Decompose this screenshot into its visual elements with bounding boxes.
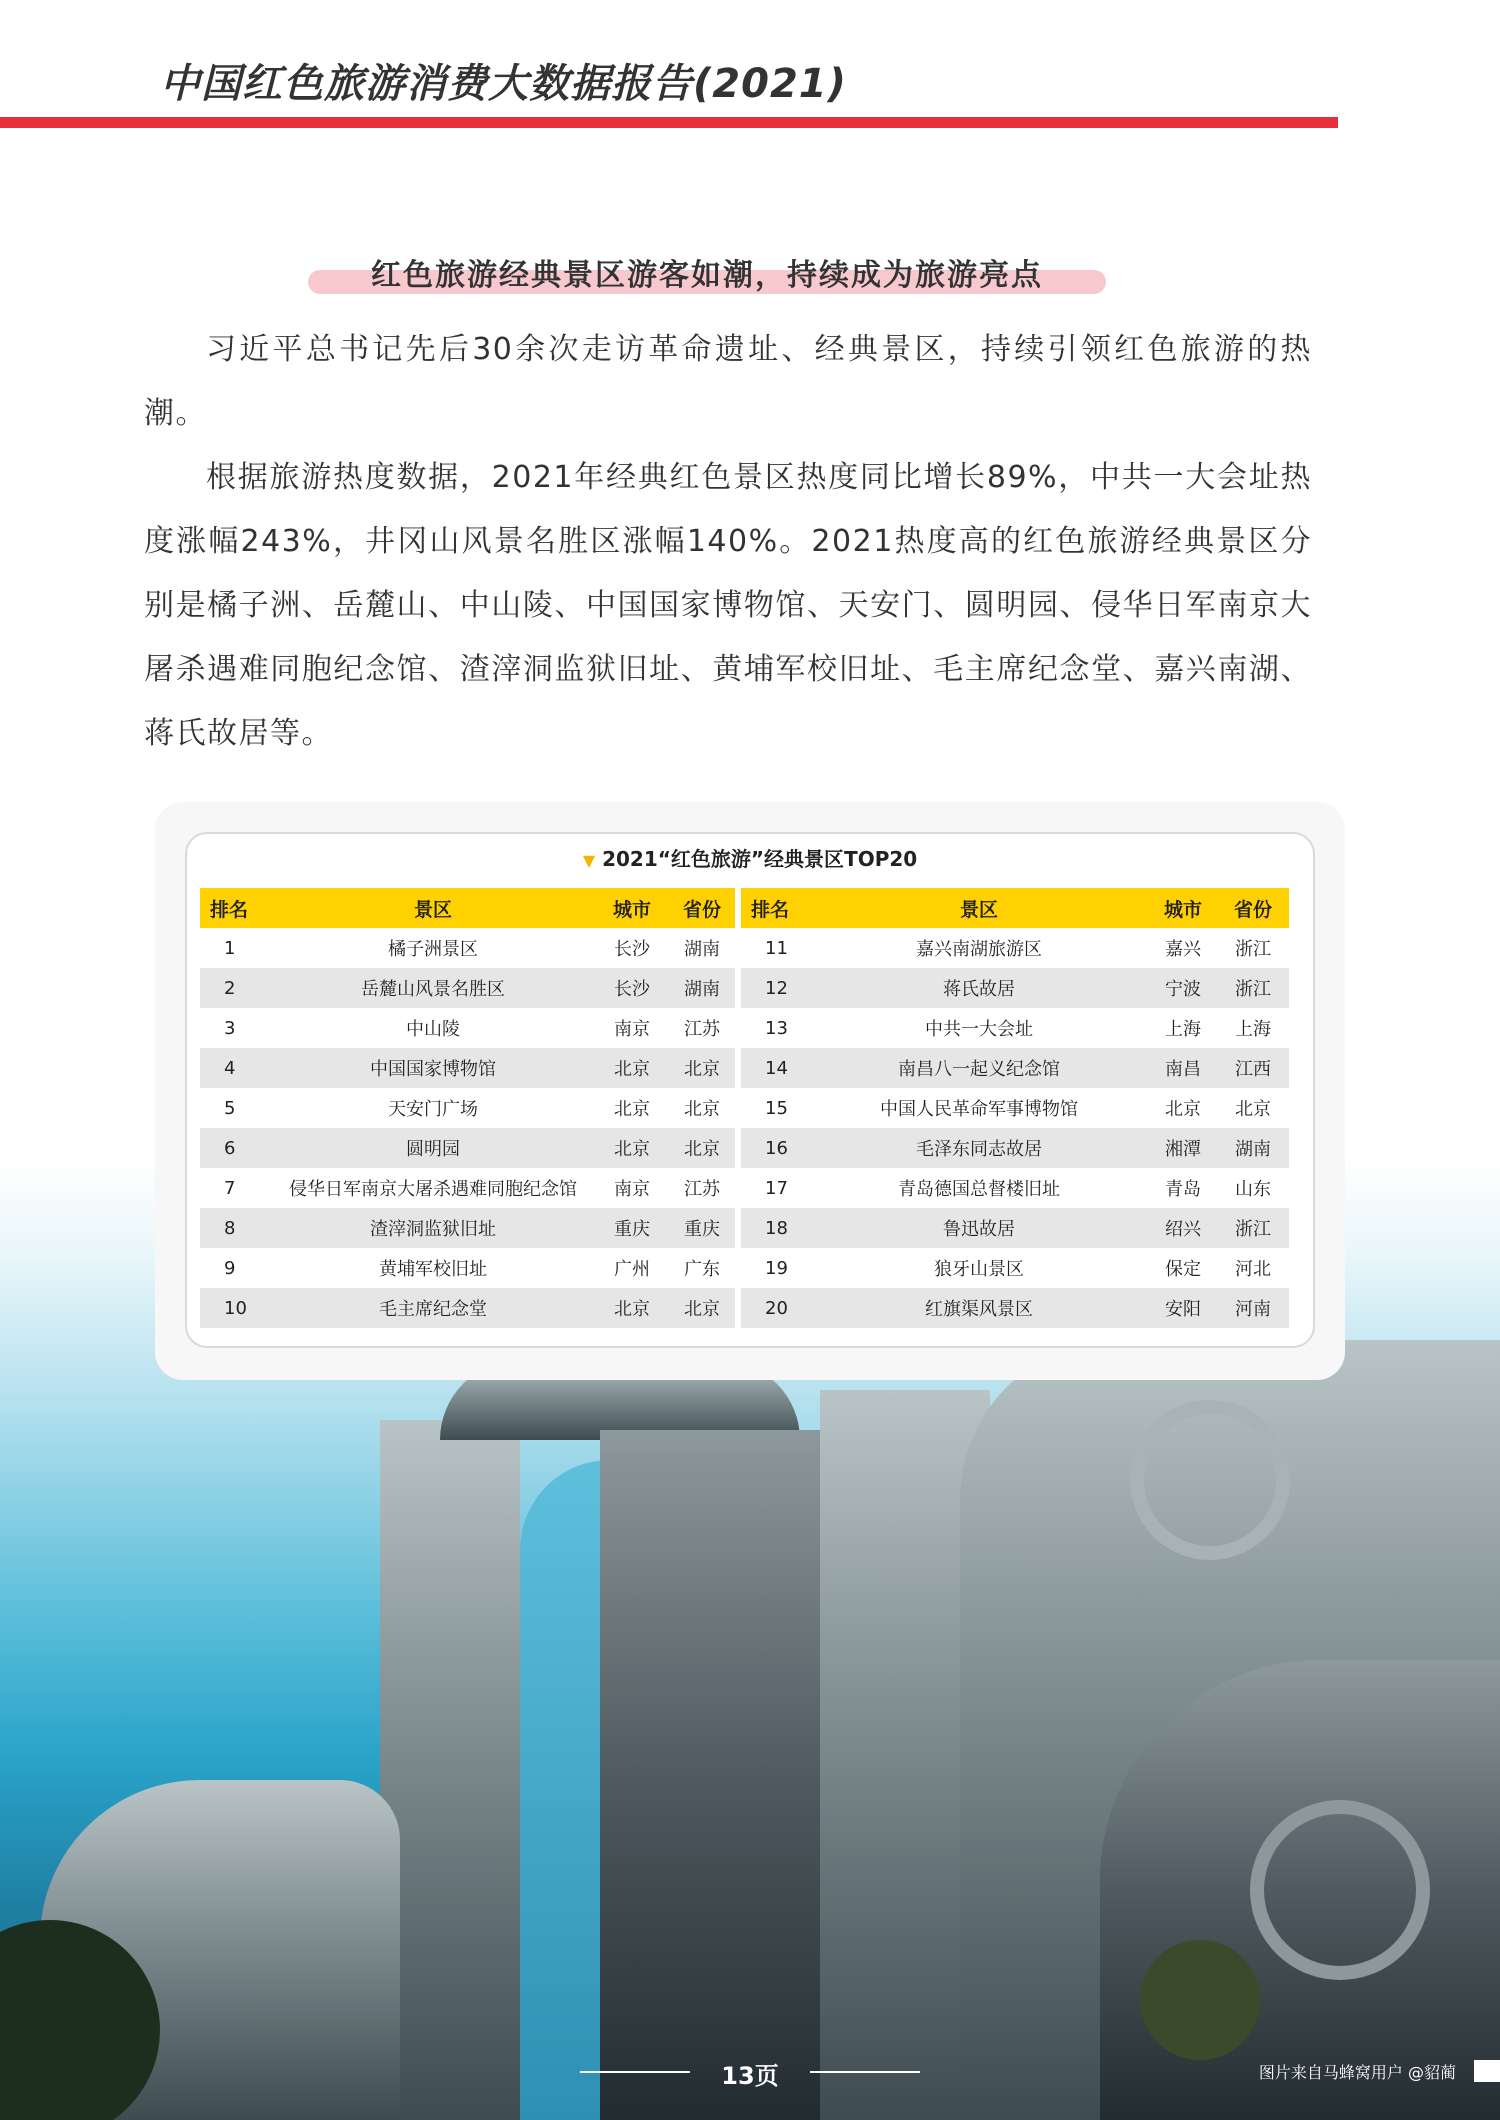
cell-rank: 4 [200,1048,268,1088]
cell-city: 北京 [1149,1088,1217,1128]
cell-province: 北京 [666,1048,738,1088]
table-row [200,1088,738,1128]
cell-rank: 5 [200,1088,268,1128]
cell-rank: 12 [741,968,809,1008]
header-rule [0,117,1338,128]
cell-name: 毛主席纪念堂 [268,1288,598,1328]
ruin-column [600,1430,830,2120]
cell-city: 南京 [598,1168,666,1208]
cell-rank: 14 [741,1048,809,1088]
cell-name: 鲁迅故居 [809,1208,1149,1248]
cell-rank: 13 [741,1008,809,1048]
cell-rank: 18 [741,1208,809,1248]
cell-rank: 9 [200,1248,268,1288]
table-row [200,928,738,968]
cell-city: 绍兴 [1149,1208,1217,1248]
cell-city: 北京 [598,1048,666,1088]
table-header-row [741,888,1289,928]
cell-name: 嘉兴南湖旅游区 [809,928,1149,968]
cell-rank: 19 [741,1248,809,1288]
table-row [741,1088,1289,1128]
cell-name: 中国人民革命军事博物馆 [809,1088,1149,1128]
cell-province: 浙江 [1217,928,1289,968]
table-row [741,1008,1289,1048]
report-title: 中国红色旅游消费大数据报告(2021) [160,61,847,107]
cell-province: 北京 [666,1128,738,1168]
table-row [741,1248,1289,1288]
cell-name: 中共一大会址 [809,1008,1149,1048]
cell-name: 毛泽东同志故居 [809,1128,1149,1168]
cell-province: 北京 [666,1088,738,1128]
ruin-scroll-ornament [1130,1400,1290,1560]
table-row [741,1208,1289,1248]
cell-province: 上海 [1217,1008,1289,1048]
cell-city: 南昌 [1149,1048,1217,1088]
table-row [200,1288,738,1328]
edge-tab [1474,2060,1500,2082]
table-row [200,1208,738,1248]
cell-province: 湖南 [666,968,738,1008]
cell-province: 重庆 [666,1208,738,1248]
col-header-name: 景区 [809,888,1149,928]
cell-name: 天安门广场 [268,1088,598,1128]
paragraph: 根据旅游热度数据，2021年经典红色景区热度同比增长89%，中共一大会址热度涨幅243%，井冈山风景名胜区涨幅140%。2021热度高的红色旅游经典景区分别是橘子洲、岳麓山、中山陵、中国国家博物馆、天安门、圆明园、侵华日军南京大屠杀遇难同胞纪念馆、渣滓洞监狱旧址、黄埔军校旧址、毛主席纪念堂、嘉兴南湖、蒋氏故居等。 [144,460,1312,751]
cell-city: 上海 [1149,1008,1217,1048]
col-header-city: 城市 [598,888,666,928]
col-header-rank: 排名 [741,888,809,928]
cell-city: 北京 [598,1088,666,1128]
cell-rank: 20 [741,1288,809,1328]
ranking-table-left [200,888,738,1328]
cell-name: 黄埔军校旧址 [268,1248,598,1288]
cell-city: 南京 [598,1008,666,1048]
table-caption [185,843,1315,872]
cell-province: 浙江 [1217,968,1289,1008]
triangle-down-icon: ▼ [582,851,596,870]
col-header-province: 省份 [1217,888,1289,928]
cell-name: 南昌八一起义纪念馆 [809,1048,1149,1088]
table-row [200,1168,738,1208]
cell-province: 北京 [666,1288,738,1328]
table-header-row [200,888,738,928]
cell-city: 重庆 [598,1208,666,1248]
cell-rank: 3 [200,1008,268,1048]
cell-province: 河南 [1217,1288,1289,1328]
page-number: 13页 [721,2062,779,2090]
table-row [741,1288,1289,1328]
cell-name: 中国国家博物馆 [268,1048,598,1088]
col-header-province: 省份 [666,888,738,928]
cell-name: 青岛德国总督楼旧址 [809,1168,1149,1208]
ranking-table-right [741,888,1289,1328]
cell-city: 保定 [1149,1248,1217,1288]
cell-city: 湘潭 [1149,1128,1217,1168]
cell-rank: 6 [200,1128,268,1168]
cell-province: 山东 [1217,1168,1289,1208]
cell-name: 圆明园 [268,1128,598,1168]
col-header-city: 城市 [1149,888,1217,928]
cell-province: 江西 [1217,1048,1289,1088]
cell-name: 红旗渠风景区 [809,1288,1149,1328]
cell-city: 北京 [598,1288,666,1328]
section-heading-block [308,250,1106,294]
cell-city: 长沙 [598,928,666,968]
page-number-rule-right [810,2071,920,2073]
cell-province: 河北 [1217,1248,1289,1288]
cell-city: 青岛 [1149,1168,1217,1208]
shrub [1140,1940,1260,2060]
cell-name: 中山陵 [268,1008,598,1048]
table-row [741,1168,1289,1208]
cell-rank: 7 [200,1168,268,1208]
cell-province: 广东 [666,1248,738,1288]
cell-rank: 1 [200,928,268,968]
cell-rank: 15 [741,1088,809,1128]
paragraph: 习近平总书记先后30余次走访革命遗址、经典景区，持续引领红色旅游的热潮。 [144,332,1312,431]
cell-rank: 2 [200,968,268,1008]
table-row [741,968,1289,1008]
cell-rank: 16 [741,1128,809,1168]
cell-city: 宁波 [1149,968,1217,1008]
table-row [200,1128,738,1168]
cell-province: 湖南 [1217,1128,1289,1168]
cell-province: 江苏 [666,1168,738,1208]
cell-province: 江苏 [666,1008,738,1048]
col-header-rank: 排名 [200,888,268,928]
cell-name: 蒋氏故居 [809,968,1149,1008]
cell-name: 岳麓山风景名胜区 [268,968,598,1008]
table-row [741,928,1289,968]
cell-city: 安阳 [1149,1288,1217,1328]
cell-city: 嘉兴 [1149,928,1217,968]
cell-rank: 11 [741,928,809,968]
cell-city: 广州 [598,1248,666,1288]
table-row [741,1128,1289,1168]
table-row [200,1048,738,1088]
cell-province: 浙江 [1217,1208,1289,1248]
table-caption-text: 2021“红色旅游”经典景区TOP20 [602,847,918,871]
col-header-name: 景区 [268,888,598,928]
page-number-rule-left [580,2071,690,2073]
table-row [741,1048,1289,1088]
cell-city: 长沙 [598,968,666,1008]
cell-rank: 17 [741,1168,809,1208]
table-row [200,1008,738,1048]
section-heading: 红色旅游经典景区游客如潮，持续成为旅游亮点 [371,258,1043,293]
table-row [200,1248,738,1288]
body-text [144,318,1312,766]
cell-province: 湖南 [666,928,738,968]
cell-name: 渣滓洞监狱旧址 [268,1208,598,1248]
cell-rank: 8 [200,1208,268,1248]
cell-province: 北京 [1217,1088,1289,1128]
ruin-scroll-ornament [1250,1800,1430,1980]
cell-name: 橘子洲景区 [268,928,598,968]
cell-name: 侵华日军南京大屠杀遇难同胞纪念馆 [268,1168,598,1208]
cell-rank: 10 [200,1288,268,1328]
table-row [200,968,738,1008]
ruin-column [380,1420,520,2120]
cell-city: 北京 [598,1128,666,1168]
photo-credit: 图片来自马蜂窝用户 @貂蔺 [1258,2063,1456,2082]
edge-tab [1474,1118,1500,1158]
cell-name: 狼牙山景区 [809,1248,1149,1288]
